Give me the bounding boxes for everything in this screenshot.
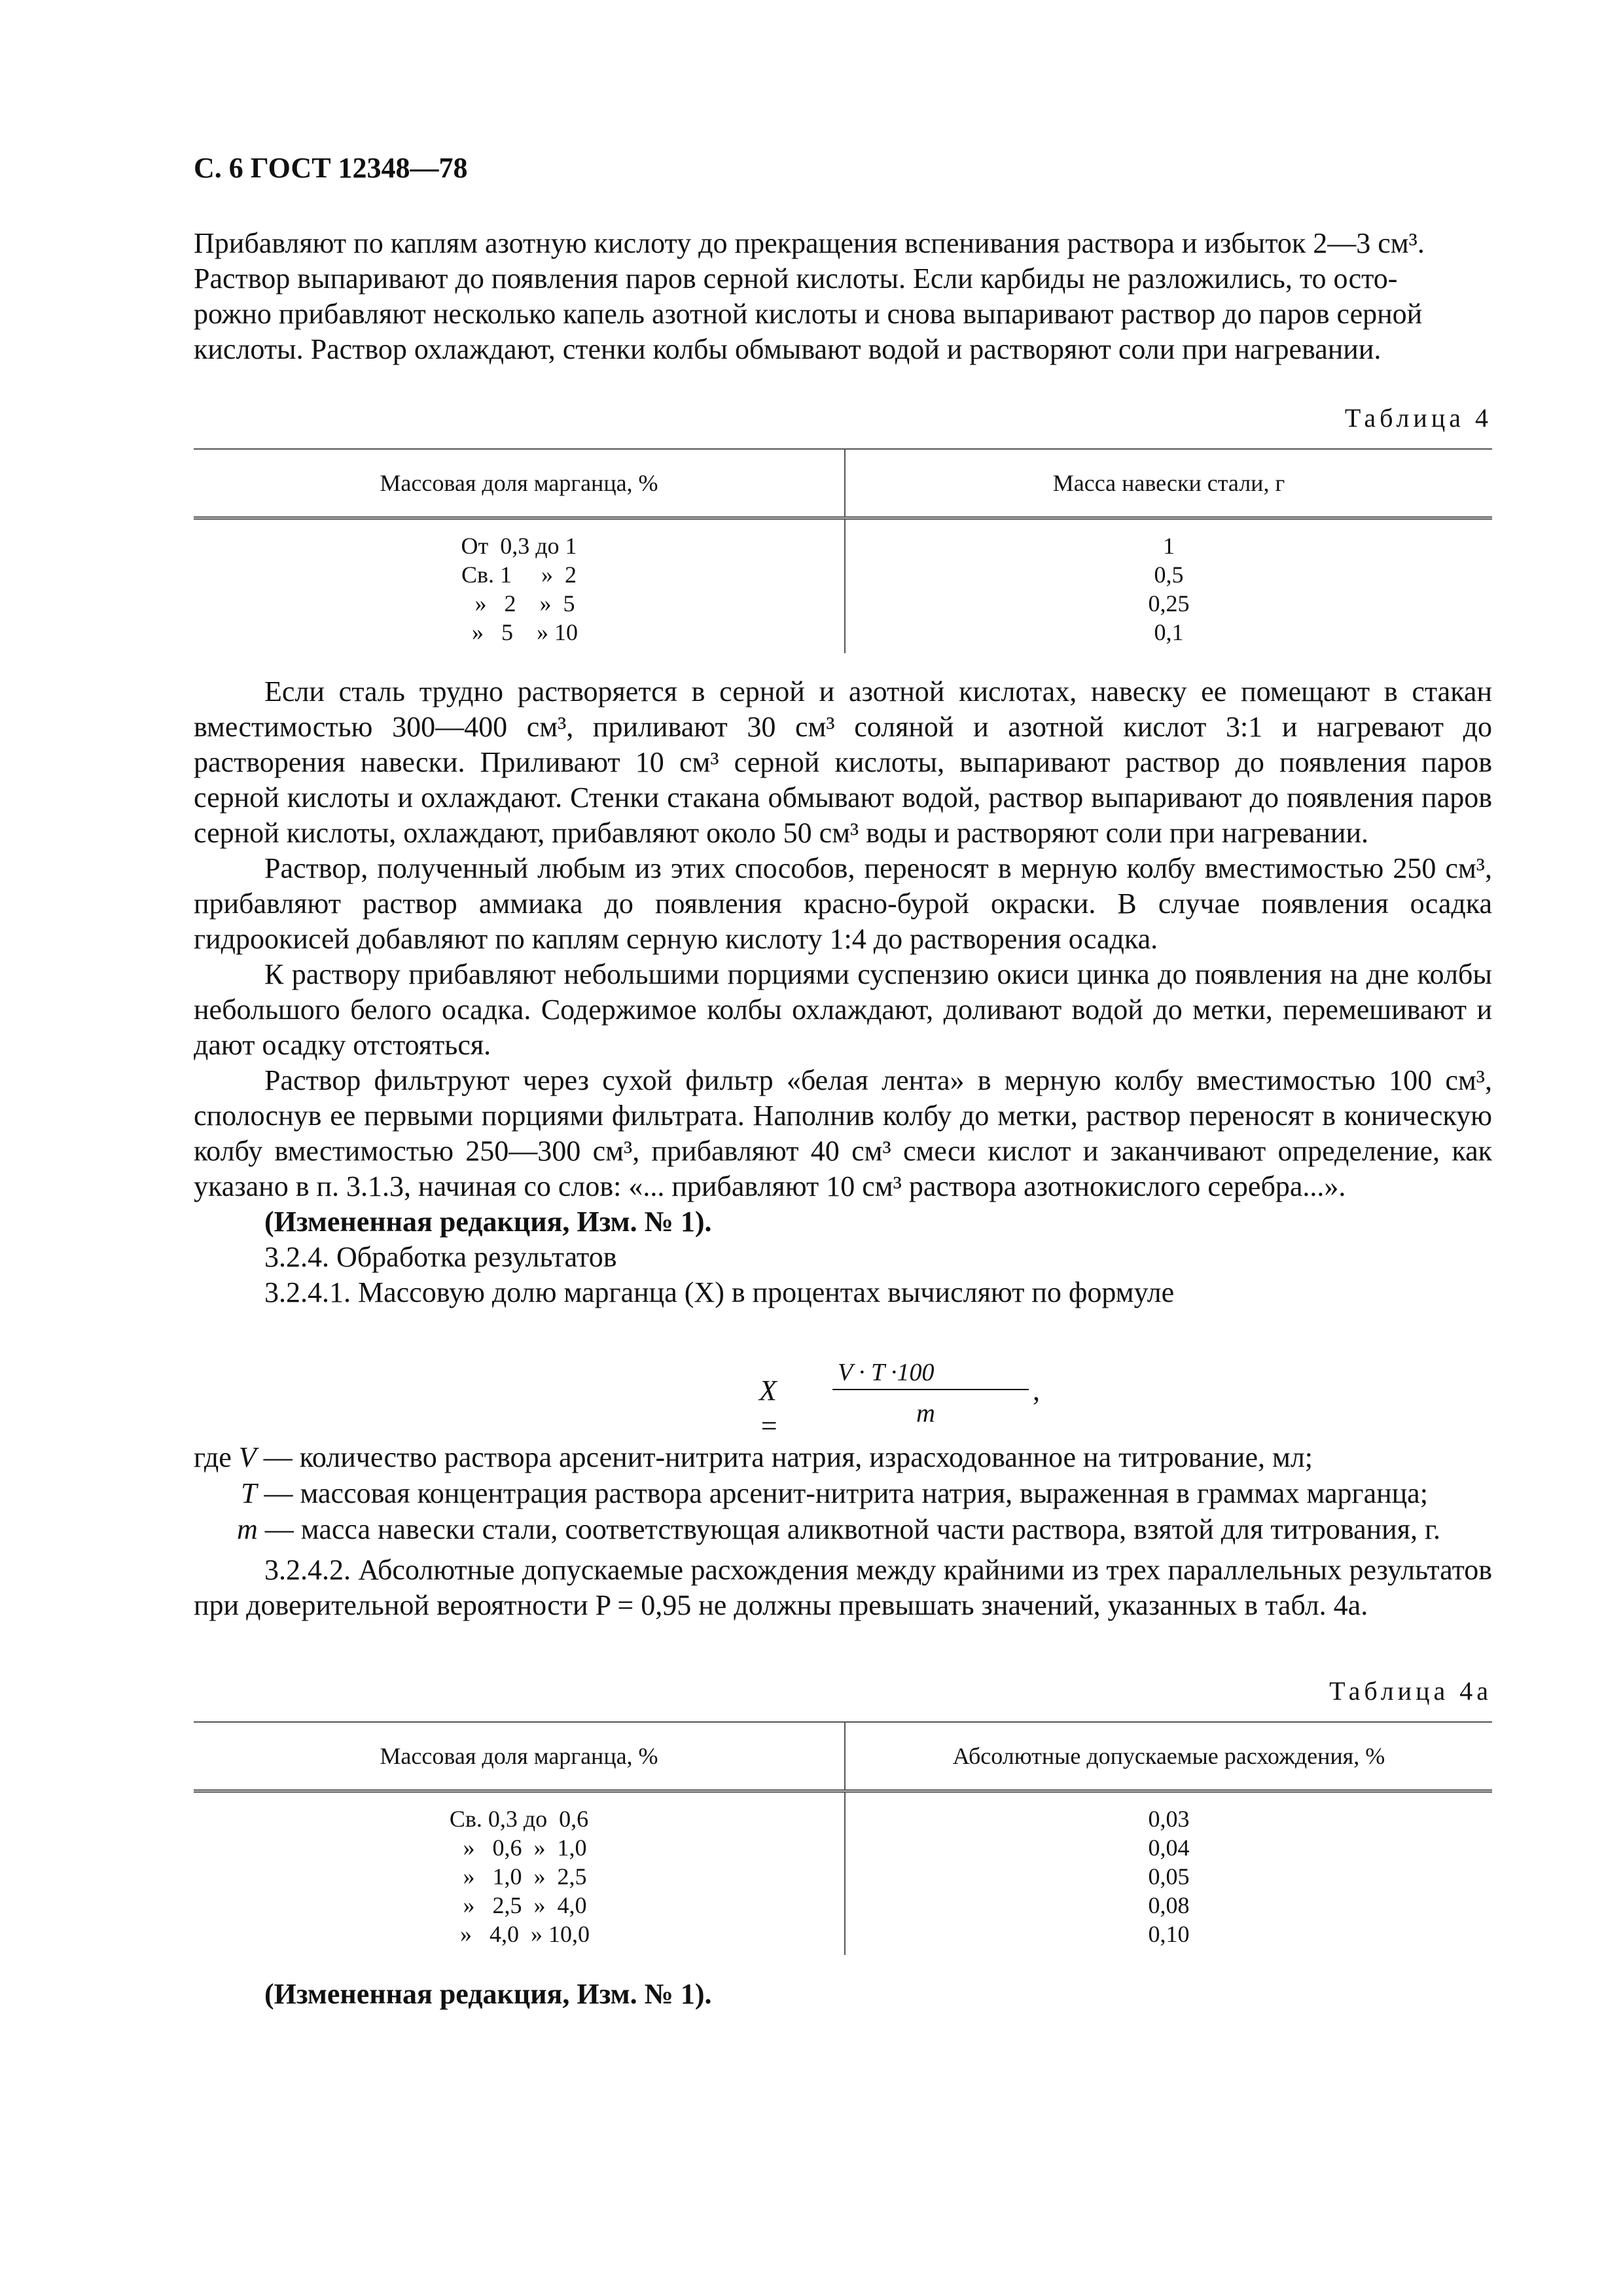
legend-line-v	[194, 1440, 1313, 1475]
section-heading: 3.2.4. Обработка результатов	[264, 1241, 617, 1273]
table-cell: От 0,3 до 1	[461, 533, 577, 559]
section-text: 3.2.4.1. Массовую долю марганца (X) в процентах вычисляют по формуле	[264, 1276, 1175, 1308]
table-cell: 0,08	[1148, 1892, 1190, 1918]
table-cell: 0,10	[1148, 1921, 1190, 1947]
formula-numerator: V · T ·100	[838, 1359, 935, 1386]
legend-line-t	[241, 1476, 1428, 1511]
table-4	[194, 448, 1492, 653]
legend-text: — массовая концентрация раствора арсенит-нитрита натрия, выраженная в граммах марганца;	[257, 1477, 1428, 1509]
table-row	[194, 1862, 1492, 1891]
table-cell: » 5 » 10	[460, 619, 578, 645]
table-cell: 1	[1163, 533, 1175, 559]
table-row	[194, 560, 1492, 589]
table4-caption: Таблица 4	[1344, 403, 1492, 433]
footer-edit-note: (Измененная редакция, Изм. № 1).	[264, 1978, 712, 2010]
paragraph: Раствор, полученный любым из этих способов, переносят в мерную колбу вместимостью 250 см³, прибавляют раствор аммиака до появления красно-бурой окраски. В случае появления осадка гидроокисей добавляют по каплям серную кислоту 1:4 до растворения осадка.	[194, 852, 1492, 955]
table-row	[194, 518, 1492, 561]
table-cell: 0,5	[1154, 562, 1184, 588]
legend-text: — количество раствора арсенит-нитрита натрия, израсходованное на титрование, мл;	[256, 1441, 1313, 1473]
formula-denominator: m	[916, 1398, 935, 1427]
table-cell: » 1,0 » 2,5	[451, 1863, 587, 1890]
table-cell: » 2 » 5	[463, 590, 575, 617]
legend-text: — масса навески стали, соответствующая аликвотной части раствора, взятой для титрования, г.	[257, 1513, 1441, 1545]
table-row	[194, 1891, 1492, 1920]
table-cell: 0,05	[1148, 1863, 1190, 1890]
table-row	[194, 589, 1492, 618]
table-cell: Св. 0,3 до 0,6	[449, 1806, 589, 1832]
intro-paragraph	[194, 226, 1492, 367]
table4a-caption: Таблица 4а	[1329, 1676, 1492, 1706]
paragraph-3242-block	[194, 1552, 1492, 1623]
paragraph: Если сталь трудно растворяется в серной и азотной кислотах, навеску ее помещают в стакан вместимостью 300—400 см³, приливают 30 см³ соляной и азотной кислот 3:1 и нагревают до растворения навески. Приливают 10 см³ серной кислоты, выпаривают раствор до появления паров серной кислоты и охлаждают. Стенки стакана обмывают водой, раствор выпаривают до появления паров серной кислоты, охлаждают, прибавляют около 50 см³ воды и растворяют соли при нагревании.	[194, 675, 1492, 849]
intro-line: Раствор выпаривают до появления паров серной кислоты. Если карбиды не разложились, то осто-	[194, 262, 1398, 295]
legend-line-m	[237, 1512, 1440, 1547]
table-cell: Св. 1 » 2	[461, 562, 577, 588]
table-cell: 0,04	[1148, 1835, 1190, 1861]
formula-comma: ,	[1033, 1374, 1040, 1407]
page-header: С. 6 ГОСТ 12348—78	[194, 152, 468, 184]
table-row	[194, 1920, 1492, 1955]
body-text	[194, 674, 1492, 1310]
table-cell: 0,1	[1154, 619, 1184, 645]
table-row	[194, 1833, 1492, 1862]
table-cell: 0,25	[1148, 590, 1190, 617]
paragraph: Раствор фильтруют через сухой фильтр «белая лента» в мерную колбу вместимостью 100 см³, сполоснув ее первыми порциями фильтрата. Наполнив колбу до метки, раствор переносят в коническую колбу вместимостью 250—300 см³, прибавляют 40 см³ смеси кислот и заканчивают определение, как указано в п. 3.1.3, начиная со слов: «... прибавляют 10 см³ раствора азотнокислого серебра...».	[194, 1064, 1492, 1202]
intro-line: рожно прибавляют несколько капель азотной кислоты и снова выпаривают раствор до паров серной	[194, 298, 1423, 330]
table-cell: » 2,5 » 4,0	[451, 1892, 587, 1918]
table4-header-col2: Масса навески стали, г	[845, 449, 1492, 518]
paragraph-3242: 3.2.4.2. Абсолютные допускаемые расхождения между крайними из трех параллельных результатов при доверительной вероятности P = 0,95 не должны превышать значений, указанных в табл. 4а.	[194, 1554, 1492, 1621]
table-row	[194, 1791, 1492, 1834]
legend-symbol: V	[238, 1441, 257, 1473]
table-cell: 0,03	[1148, 1806, 1190, 1832]
table-4a	[194, 1721, 1492, 1955]
intro-line: Прибавляют по каплям азотную кислоту до прекращения вспенивания раствора и избыток 2—3 см³.	[194, 227, 1425, 259]
legend-symbol: T	[241, 1477, 257, 1509]
legend-symbol: m	[237, 1513, 258, 1545]
table4-header-col1: Массовая доля марганца, %	[194, 449, 845, 518]
table-cell: » 0,6 » 1,0	[451, 1835, 587, 1861]
table4a-header-col2: Абсолютные допускаемые расхождения, %	[845, 1722, 1492, 1791]
legend-prefix: где	[194, 1441, 239, 1473]
table-cell: » 4,0 » 10,0	[448, 1921, 590, 1947]
table-row	[194, 618, 1492, 653]
paragraph: К раствору прибавляют небольшими порциями суспензию окиси цинка до появления на дне колбы небольшого белого осадка. Содержимое колбы охлаждают, доливают водой до метки, перемешивают и дают осадку отстояться.	[194, 958, 1492, 1061]
intro-line: кислоты. Раствор охлаждают, стенки колбы обмывают водой и растворяют соли при нагревании.	[194, 333, 1382, 365]
edit-note: (Измененная редакция, Изм. № 1).	[264, 1206, 712, 1238]
formula-lhs: X =	[759, 1374, 779, 1442]
fraction-bar	[832, 1389, 1029, 1390]
table4a-header-col1: Массовая доля марганца, %	[194, 1722, 845, 1791]
